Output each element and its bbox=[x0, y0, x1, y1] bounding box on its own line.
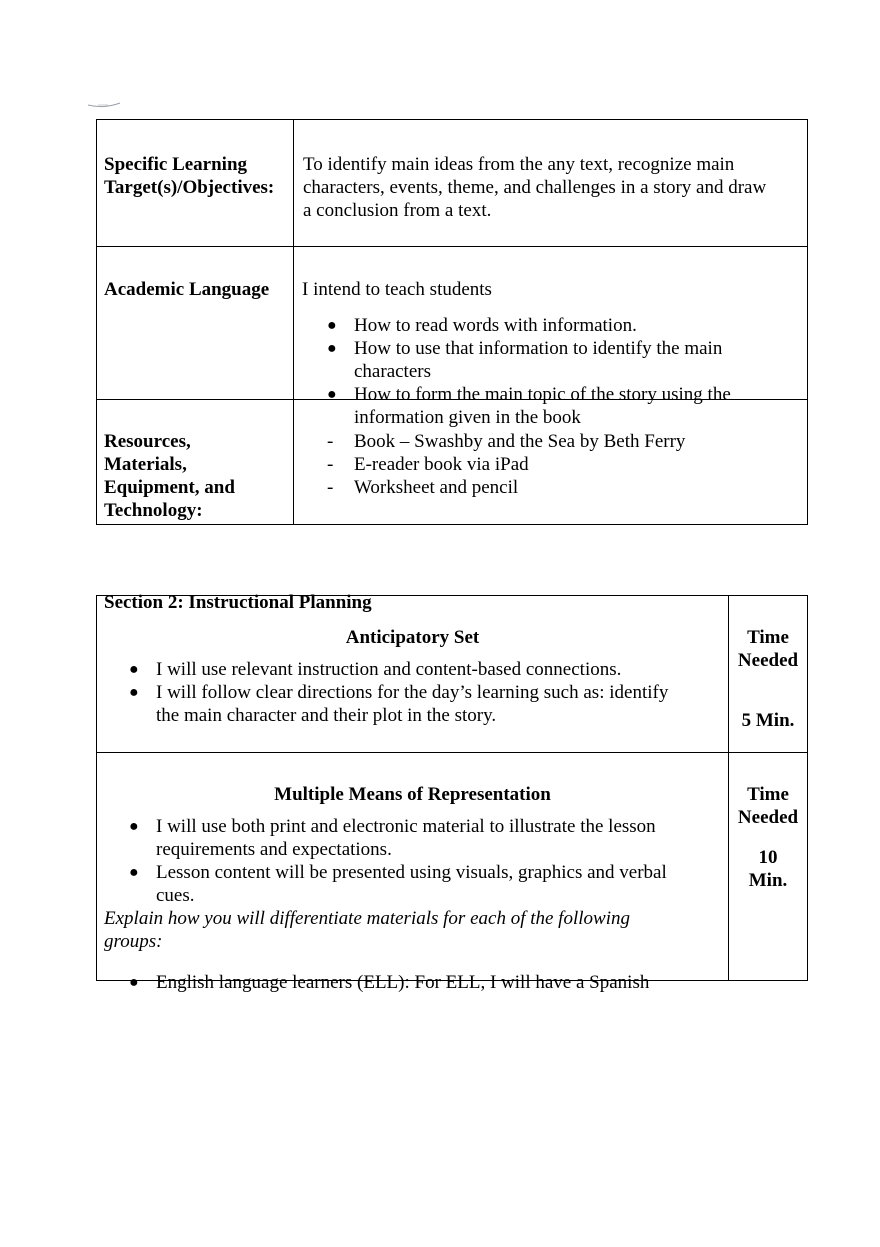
time-needed-value: 5 Min. bbox=[741, 710, 795, 731]
time-needed-value: 10 Min. bbox=[748, 847, 788, 891]
list-item: ● Lesson content will be presented using visuals, graphics and verbal cues. bbox=[129, 862, 667, 906]
bullet-icon: ● bbox=[327, 317, 337, 334]
bullet-icon: ● bbox=[129, 864, 139, 881]
bullet-icon: ● bbox=[129, 684, 139, 701]
resources-list bbox=[354, 430, 685, 499]
anticipatory-list bbox=[129, 658, 669, 727]
row-divider bbox=[97, 752, 807, 753]
academic-language-intro: I intend to teach students bbox=[302, 279, 492, 300]
bullet-icon: ● bbox=[327, 340, 337, 357]
list-item: ● I will use both print and electronic material to illustrate the lesson requirements and expectations. bbox=[129, 816, 656, 860]
list-item: ● I will use relevant instruction and content-based connections. bbox=[129, 659, 622, 680]
differentiation-instructions: Explain how you will differentiate materials for each of the following groups: bbox=[104, 908, 630, 952]
bullet-icon: ● bbox=[129, 818, 139, 835]
resources-label: Resources, Materials, Equipment, and Technology: bbox=[104, 431, 235, 521]
academic-language-list bbox=[327, 314, 731, 429]
resources-dashes: - - - bbox=[327, 431, 334, 498]
anticipatory-set-heading: Anticipatory Set bbox=[345, 627, 480, 648]
academic-language-label: Academic Language bbox=[104, 279, 270, 300]
list-item: Worksheet and pencil bbox=[354, 477, 519, 498]
instructional-planning-table bbox=[96, 592, 808, 993]
list-item: E-reader book via iPad bbox=[354, 454, 529, 475]
time-needed-label: Time Needed bbox=[737, 627, 799, 671]
representation-list bbox=[129, 815, 667, 907]
objectives-label: Specific Learning Target(s)/Objectives: bbox=[104, 154, 275, 198]
scan-mark-icon bbox=[86, 100, 122, 110]
bullet-icon: ● bbox=[129, 661, 139, 678]
differentiation-list bbox=[129, 971, 650, 994]
list-item: ● I will follow clear directions for the day’s learning such as: identify the main character and their plot in the story. bbox=[129, 682, 669, 726]
bullet-icon: ● bbox=[327, 386, 337, 403]
objectives-text: To identify main ideas from the any text, recognize main characters, events, theme, and challenges in a story and draw a conclusion from a text. bbox=[303, 154, 767, 221]
representation-heading: Multiple Means of Representation bbox=[274, 784, 551, 805]
list-item: Book – Swashby and the Sea by Beth Ferry bbox=[354, 431, 686, 452]
bullet-icon: ● bbox=[129, 974, 139, 991]
list-item: ● How to read words with information. bbox=[327, 315, 637, 336]
section-title: Section 2: Instructional Planning bbox=[104, 592, 372, 613]
list-item: ● How to use that information to identify the main characters bbox=[327, 338, 723, 382]
time-needed-label: Time Needed bbox=[737, 784, 799, 828]
row-divider bbox=[97, 246, 807, 247]
lesson-details-table bbox=[96, 119, 808, 525]
list-item: ● How to form the main topic of the story using the information given in the book bbox=[327, 384, 731, 428]
column-divider bbox=[293, 120, 294, 524]
list-item: ● English language learners (ELL): For ELL, I will have a Spanish bbox=[129, 972, 650, 993]
